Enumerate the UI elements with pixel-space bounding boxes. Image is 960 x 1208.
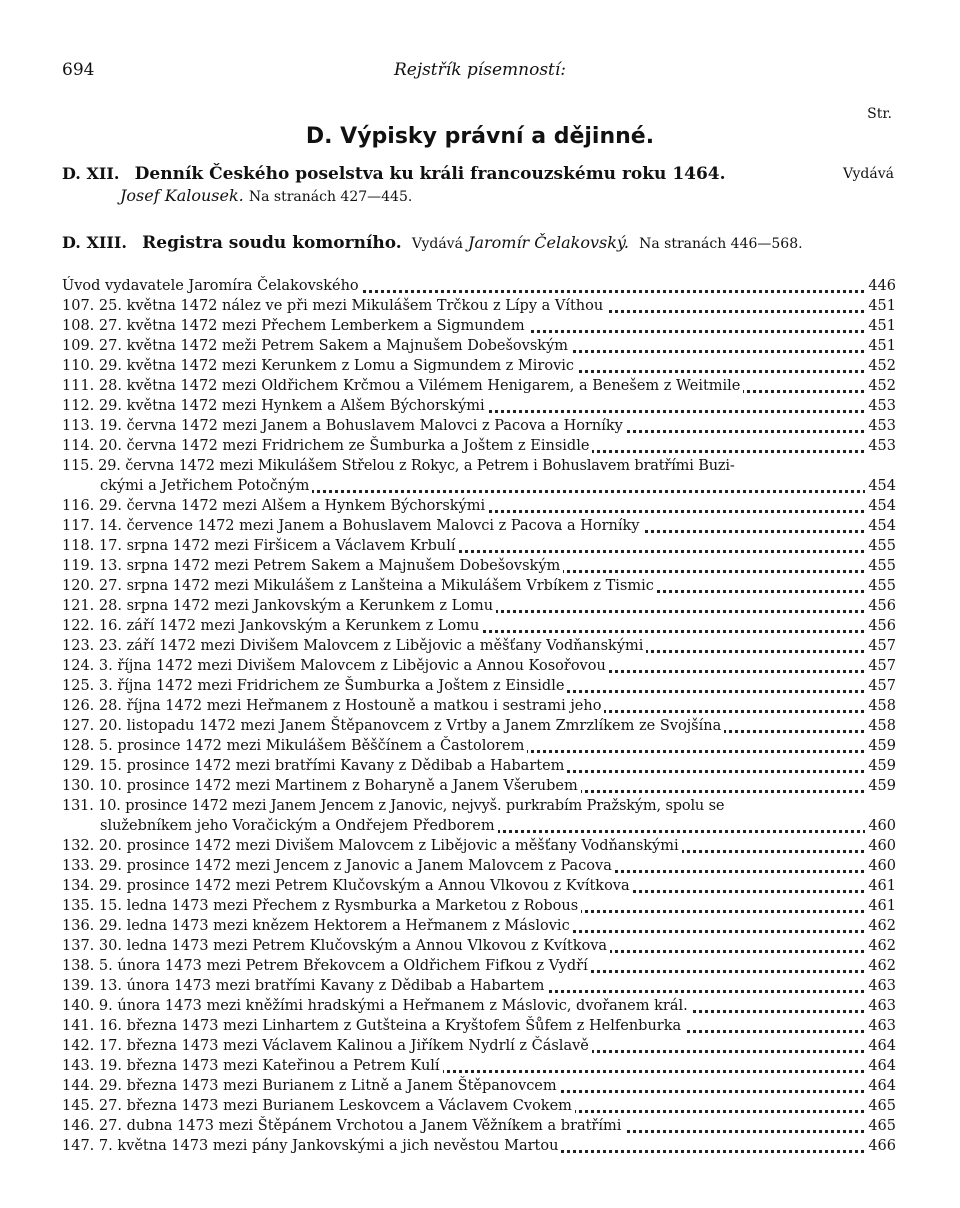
register-entry	[62, 896, 896, 916]
section-xii-title: Denník Českého poselstva ku králi francouzskému roku 1464.	[134, 164, 726, 184]
entry-text: 123. 23. září 1472 mezi Divišem Malovcem z Libějovic a měšťany Vodňanskými	[62, 636, 646, 656]
section-xiii-title: Registra soudu komorního.	[142, 233, 402, 253]
register-entry	[62, 996, 896, 1016]
register-entry	[62, 916, 896, 936]
entry-text: 135. 15. ledna 1473 mezi Přechem z Rysmburka a Marketou z Robous	[62, 896, 581, 916]
entry-line	[62, 796, 896, 816]
entry-page-number: 464	[865, 1056, 896, 1076]
register-entry	[62, 356, 896, 376]
entry-text: 124. 3. října 1472 mezi Divišem Malovcem z Libějovic a Annou Kosořovou	[62, 656, 609, 676]
register-entry	[62, 856, 896, 876]
entry-page-number: 459	[865, 776, 896, 796]
entry-text: 143. 19. března 1473 mezi Kateřinou a Petrem Kulí	[62, 1056, 443, 1076]
register-entry	[62, 1116, 896, 1136]
entry-continuation-line	[62, 816, 896, 836]
register-entry	[62, 716, 896, 736]
entry-page-number: 466	[865, 1136, 896, 1156]
register-entry	[62, 296, 896, 316]
entry-text: 112. 29. května 1472 mezi Hynkem a Alšem Býchorskými	[62, 396, 488, 416]
entry-text: 145. 27. března 1473 mezi Burianem Leskovcem a Václavem Cvokem	[62, 1096, 575, 1116]
entry-text: 139. 13. února 1473 mezi bratřími Kavany z Dědibab a Habartem	[62, 976, 547, 996]
entry-text: 133. 29. prosince 1472 mezi Jencem z Janovic a Janem Malovcem z Pacova	[62, 856, 615, 876]
entry-page-number: 451	[865, 316, 896, 336]
entry-page-number: 453	[865, 396, 896, 416]
register-entry	[62, 1016, 896, 1036]
register-entry	[62, 1096, 896, 1116]
register-entry	[62, 416, 896, 436]
section-xiii-editor: Jaromír Čelakovský.	[468, 233, 629, 252]
entry-page-number: 454	[865, 476, 896, 496]
entry-text: 109. 27. května 1472 meži Petrem Sakem a Majnušem Dobešovským	[62, 336, 571, 356]
entry-page-number: 456	[865, 596, 896, 616]
entry-text: 134. 29. prosince 1472 mezi Petrem Klučovským a Annou Vlkovou z Kvítkova	[62, 876, 633, 896]
section-xiii-vydava: Vydává	[411, 236, 463, 252]
entry-page-number: 457	[865, 656, 896, 676]
register-entry	[62, 636, 896, 656]
entry-text: služebníkem jeho Voračickým a Ondřejem Předborem	[100, 816, 498, 836]
entry-page-number: 456	[865, 616, 896, 636]
register-entry	[62, 336, 896, 356]
entry-page-number: 457	[865, 676, 896, 696]
entry-page-number: 457	[865, 636, 896, 656]
entry-text: 130. 10. prosince 1472 mezi Martinem z Boharyně a Janem Všerubem	[62, 776, 581, 796]
entry-continuation-line	[62, 476, 896, 496]
register-entry	[62, 956, 896, 976]
entry-text: 113. 19. června 1472 mezi Janem a Bohuslavem Malovci z Pacova a Horníky	[62, 416, 626, 436]
entry-text: 121. 28. srpna 1472 mezi Jankovským a Kerunkem z Lomu	[62, 596, 496, 616]
entry-page-number: 451	[865, 336, 896, 356]
section-heading: D. Výpisky právní a dějinné.	[305, 124, 655, 149]
register-entry	[62, 616, 896, 636]
entry-text: 136. 29. ledna 1473 mezi knězem Hektorem a Heřmanem z Máslovic	[62, 916, 573, 936]
entry-text: 129. 15. prosince 1472 mezi bratřími Kavany z Dědibab a Habartem	[62, 756, 567, 776]
register-entry	[62, 556, 896, 576]
register-list	[62, 276, 896, 1156]
entry-text: 126. 28. října 1472 mezi Heřmanem z Hostouně a matkou i sestrami jeho	[62, 696, 604, 716]
register-entry	[62, 436, 896, 456]
entry-page-number: 462	[865, 916, 896, 936]
register-entry	[62, 276, 896, 296]
entry-line	[62, 456, 896, 476]
entry-page-number: 463	[865, 976, 896, 996]
entry-text: Úvod vydavatele Jaromíra Čelakovského	[62, 276, 362, 296]
entry-text: 141. 16. března 1473 mezi Linhartem z Gutšteina a Kryštofem Šůfem z Helfenburka	[62, 1016, 684, 1036]
entry-text: 115. 29. června 1472 mezi Mikulášem Střelou z Rokyc, a Petrem i Bohuslavem bratřími Buzi-	[62, 458, 738, 474]
entry-page-number: 454	[865, 496, 896, 516]
entry-text: 120. 27. srpna 1472 mezi Mikulášem z Lanšteina a Mikulášem Vrbíkem z Tismic	[62, 576, 657, 596]
entry-text: 127. 20. listopadu 1472 mezi Janem Štěpanovcem z Vrtby a Janem Zmrzlíkem ze Svojšína	[62, 716, 724, 736]
entry-text: 119. 13. srpna 1472 mezi Petrem Sakem a Majnušem Dobešovským	[62, 556, 563, 576]
section-xiii-label: D. XIII.	[62, 233, 127, 252]
entry-text: 116. 29. června 1472 mezi Alšem a Hynkem Býchorskými	[62, 496, 488, 516]
entry-text: 132. 20. prosince 1472 mezi Divišem Malovcem z Libějovic a měšťany Vodňanskými	[62, 836, 682, 856]
section-xii-editor: Josef Kalousek.	[120, 186, 244, 205]
section-xiii	[62, 232, 894, 255]
entry-text: 147. 7. května 1473 mezi pány Jankovskými a jich nevěstou Martou	[62, 1136, 561, 1156]
entry-text: 108. 27. května 1472 mezi Přechem Lemberkem a Sigmundem	[62, 316, 528, 336]
entry-page-number: 453	[865, 436, 896, 456]
entry-text: 140. 9. února 1473 mezi kněžími hradskými a Heřmanem z Máslovic, dvořanem král.	[62, 996, 691, 1016]
entry-text: 114. 20. června 1472 mezi Fridrichem ze Šumburka a Joštem z Einsidle	[62, 436, 592, 456]
entry-page-number: 465	[865, 1096, 896, 1116]
entry-page-number: 463	[865, 996, 896, 1016]
entry-text: 137. 30. ledna 1473 mezi Petrem Klučovským a Annou Vlkovou z Kvítkova	[62, 936, 610, 956]
entry-page-number: 446	[865, 276, 896, 296]
register-entry	[62, 836, 896, 856]
register-entry	[62, 496, 896, 516]
entry-text: 144. 29. března 1473 mezi Burianem z Litně a Janem Štěpanovcem	[62, 1076, 560, 1096]
entry-page-number: 458	[865, 716, 896, 736]
entry-text: 131. 10. prosince 1472 mezi Janem Jencem z Janovic, nejvyš. purkrabím Pražským, spolu se	[62, 798, 727, 814]
entry-text: 118. 17. srpna 1472 mezi Firšicem a Václavem Krbulí	[62, 536, 459, 556]
section-xiii-pages: Na stranách 446—568.	[639, 236, 803, 252]
register-entry	[62, 1136, 896, 1156]
register-entry	[62, 576, 896, 596]
section-xii-vydava: Vydává	[842, 166, 894, 182]
section-xii	[62, 163, 894, 208]
register-entry	[62, 656, 896, 676]
section-xii-label: D. XII.	[62, 164, 120, 183]
entry-page-number: 451	[865, 296, 896, 316]
entry-page-number: 460	[865, 836, 896, 856]
entry-page-number: 464	[865, 1036, 896, 1056]
register-entry	[62, 536, 896, 556]
register-entry	[62, 776, 896, 796]
register-entry	[62, 516, 896, 536]
section-xii-pages: Na stranách 427—445.	[248, 189, 413, 205]
register-entry	[62, 936, 896, 956]
register-entry	[62, 396, 896, 416]
running-title: Rejstřík písemností:	[393, 60, 567, 80]
register-entry	[62, 1036, 896, 1056]
entry-page-number: 464	[865, 1076, 896, 1096]
register-entry	[62, 316, 896, 336]
register-entry	[62, 876, 896, 896]
entry-page-number: 463	[865, 1016, 896, 1036]
entry-text: 128. 5. prosince 1472 mezi Mikulášem Běščínem a Častolorem	[62, 736, 527, 756]
entry-page-number: 455	[865, 576, 896, 596]
entry-page-number: 454	[865, 516, 896, 536]
entry-page-number: 462	[865, 956, 896, 976]
register-entry	[62, 1056, 896, 1076]
page-number: 694	[62, 60, 95, 80]
entry-page-number: 461	[865, 876, 896, 896]
register-entry	[62, 736, 896, 756]
entry-page-number: 462	[865, 936, 896, 956]
entry-page-number: 460	[865, 856, 896, 876]
register-entry	[62, 1076, 896, 1096]
entry-page-number: 461	[865, 896, 896, 916]
register-entry	[62, 596, 896, 616]
entry-text: 111. 28. května 1472 mezi Oldřichem Krčmou a Vilémem Henigarem, a Benešem z Weitmile	[62, 376, 743, 396]
entry-text: 146. 27. dubna 1473 mezi Štěpánem Vrchotou a Janem Věžníkem a bratřími	[62, 1116, 624, 1136]
entry-text: 125. 3. října 1472 mezi Fridrichem ze Šumburka a Joštem z Einsidle	[62, 676, 567, 696]
entry-page-number: 458	[865, 696, 896, 716]
entry-text: 107. 25. května 1472 nález ve při mezi Mikulášem Trčkou z Lípy a Víthou	[62, 296, 606, 316]
entry-text: 122. 16. září 1472 mezi Jankovským a Kerunkem z Lomu	[62, 616, 482, 636]
register-entry	[62, 976, 896, 996]
register-entry	[62, 756, 896, 776]
register-entry	[62, 676, 896, 696]
entry-text: 138. 5. února 1473 mezi Petrem Břekovcem a Oldřichem Fifkou z Vydří	[62, 956, 591, 976]
entry-text: 117. 14. července 1472 mezi Janem a Bohuslavem Malovci z Pacova a Horníky	[62, 516, 642, 536]
register-entry	[62, 456, 896, 496]
str-label: Str.	[867, 106, 892, 122]
register-entry	[62, 796, 896, 836]
entry-page-number: 452	[865, 376, 896, 396]
entry-page-number: 459	[865, 756, 896, 776]
entry-text: 110. 29. května 1472 mezi Kerunkem z Lomu a Sigmundem z Mirovic	[62, 356, 577, 376]
entry-page-number: 455	[865, 556, 896, 576]
entry-page-number: 452	[865, 356, 896, 376]
entry-page-number: 460	[865, 816, 896, 836]
entry-text: ckými a Jetřichem Potočným	[100, 476, 312, 496]
entry-text: 142. 17. března 1473 mezi Václavem Kalinou a Jiříkem Nydrlí z Čáslavě	[62, 1036, 592, 1056]
register-entry	[62, 696, 896, 716]
entry-page-number: 459	[865, 736, 896, 756]
entry-page-number: 453	[865, 416, 896, 436]
entry-page-number: 455	[865, 536, 896, 556]
register-entry	[62, 376, 896, 396]
entry-page-number: 465	[865, 1116, 896, 1136]
